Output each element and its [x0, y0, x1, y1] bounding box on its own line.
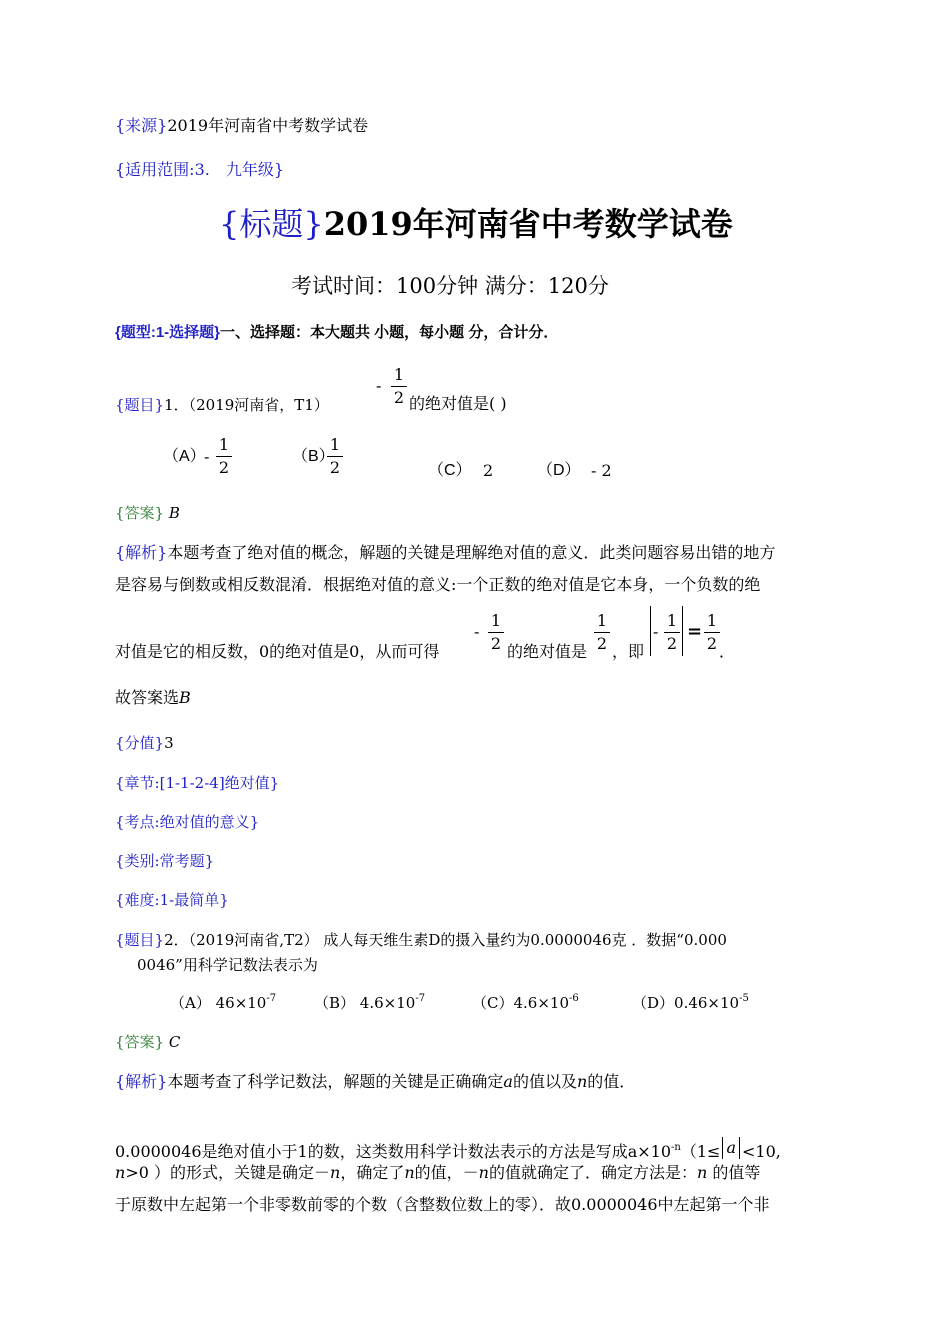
q1-analysis-text-1: 本题考查了绝对值的概念，解题的关键是理解绝对值的意义．此类问题容易出错的地方: [167, 543, 776, 562]
q2-option-c: [472, 993, 579, 1013]
source-line: [115, 116, 368, 136]
q2-analysis-text-2: 的值以及: [512, 1072, 577, 1091]
q2-p1-text-c: <10,: [741, 1142, 781, 1161]
q1-tail: 的绝对值是( ): [409, 394, 507, 413]
frac-num: 1: [706, 611, 718, 630]
q1-answer-value: B: [168, 504, 180, 522]
q1-score-value: 3: [164, 734, 174, 752]
q1-option-b-num: 1: [329, 435, 341, 454]
q1-score: [115, 733, 174, 753]
q2-analysis-para-line-3: 于原数中左起第一个非零数前零的个数（含整数位数上的零）．故0.0000046中左起第一个非: [115, 1195, 770, 1214]
var-n: n: [576, 1072, 588, 1091]
q2-stem-text-1: 2．（2019河南省,T2） 成人每天维生素D的摄入量约为0.0000046克 ．数据“0.000: [164, 931, 727, 949]
q1-analysis-fraction-2: [594, 611, 610, 654]
q1-option-a-fraction: [216, 435, 232, 478]
q1-knowledge-point: {考点:绝对值的意义}: [115, 813, 260, 831]
q1-option-c-label: （C）: [428, 462, 472, 479]
q1-lead: 1．（2019河南省，T1）: [164, 396, 329, 414]
source-text: 2019年河南省中考数学试卷: [167, 116, 369, 135]
fraction-bar: [664, 632, 680, 633]
q1-analysis-line-3b: 的绝对值是: [507, 642, 588, 661]
scope-line: {适用范围:3. 九年级}: [115, 160, 285, 179]
fraction-bar: [391, 386, 407, 387]
q1-analysis-abs-minus: -: [653, 622, 659, 641]
q1-option-a-num: 1: [218, 435, 230, 454]
title-text: 2019年河南省中考数学试卷: [323, 205, 733, 243]
q2-option-c-exp: -6: [569, 993, 579, 1004]
q1-analysis-equals: =: [687, 621, 703, 642]
fraction-bar: [704, 632, 720, 633]
var-a-abs: a: [726, 1138, 736, 1157]
var-a: a: [503, 1072, 513, 1091]
source-tag: {来源}: [115, 116, 168, 135]
q2-option-d: [632, 993, 749, 1013]
q2-p1-text-a: 0.0000046是绝对值小于1的数，这类数用科学计数法表示的方法是写成a×10: [115, 1142, 672, 1161]
q1-frac-num: 1: [393, 365, 405, 384]
section-tag: {题型:1-选择题}: [115, 324, 221, 341]
title-tag: {标题}: [219, 205, 324, 243]
q1-option-a-minus: -: [204, 447, 210, 466]
q1-answer-tag: {答案}: [115, 504, 165, 522]
q2-option-a-text: （A） 46×10: [170, 994, 267, 1012]
q1-tag: {题目}: [115, 396, 165, 414]
q2-option-d-text: （D）0.46×10: [632, 994, 740, 1012]
var-n: n: [115, 1163, 126, 1182]
q1-option-b-den: 2: [329, 458, 341, 477]
frac-num: 1: [666, 611, 678, 630]
q2-p2-text-d: 的值就确定了．确定方法是：: [488, 1163, 697, 1182]
q2-analysis-line-1: [115, 1072, 635, 1092]
q1-analysis-minus: -: [474, 622, 480, 641]
q1-analysis-fraction-4: [704, 611, 720, 654]
q1-option-a-label: （A）: [163, 448, 206, 465]
frac-den: 2: [666, 634, 678, 653]
q1-analysis-line-3c: ，即: [612, 642, 645, 661]
q2-answer-value: C: [168, 1033, 181, 1051]
q2-option-a-exp: -7: [266, 993, 277, 1004]
q2-stem-line-2: 0046”用科学记数法表示为: [137, 956, 318, 974]
frac-num: 1: [596, 611, 608, 630]
q2-p2-text-e: 的值等: [707, 1163, 761, 1182]
q2-stem-line-1: [115, 930, 727, 950]
q1-frac-den: 2: [393, 388, 405, 407]
q1-option-c-value: 2: [483, 461, 494, 480]
q2-analysis-para-line-1: [115, 1137, 781, 1162]
q2-option-b: [314, 993, 425, 1013]
q1-option-b-label: （B）: [292, 448, 335, 465]
q1-analysis-fraction-1: [488, 611, 504, 654]
q1-difficulty: {难度:1-最简单}: [115, 891, 229, 909]
q2-p1-text-b: （1≤: [680, 1142, 721, 1161]
q1-minus: -: [376, 376, 382, 395]
q1-fraction: [391, 365, 407, 408]
q2-analysis-tag: {解析}: [115, 1072, 168, 1091]
var-n: n: [478, 1163, 489, 1182]
q1-category: {类别:常考题}: [115, 852, 215, 870]
q2-p2-text-a: >0 ）的形式，关键是确定－: [125, 1163, 330, 1182]
q2-option-d-exp: -5: [739, 993, 749, 1004]
q1-analysis-line-2: 是容易与倒数或相反数混淆．根据绝对值的意义:一个正数的绝对值是它本身，一个负数的绝: [115, 575, 761, 594]
q1-stem: [115, 395, 329, 415]
q1-conclusion-value: B: [179, 688, 191, 707]
section-text: 一、选择题：本大题共 小题，每小题 分，合计分．: [220, 324, 559, 341]
q1-analysis-line-3d: ．: [719, 642, 736, 661]
q2-answer: [115, 1032, 180, 1052]
frac-den: 2: [596, 634, 608, 653]
q1-option-a-den: 2: [218, 458, 230, 477]
q1-option-d-value: - 2: [591, 461, 612, 480]
q1-chapter: {章节:[1-1-2-4]绝对值}: [115, 774, 280, 792]
q2-p2-text-b: ，确定了: [340, 1163, 405, 1182]
q1-analysis-line-3a: 对值是它的相反数，0的绝对值是0，从而可得: [115, 642, 440, 661]
exam-info: 考试时间：100分钟 满分：120分: [291, 274, 609, 298]
q1-analysis-tag: {解析}: [115, 543, 168, 562]
q2-p1-exp: -n: [671, 1142, 681, 1153]
q2-option-b-exp: -7: [415, 993, 426, 1004]
q2-analysis-text-3: 的值．: [587, 1072, 636, 1091]
q2-analysis-para-line-2: [115, 1163, 760, 1183]
q1-answer: [115, 503, 180, 523]
q1-conclusion: [115, 688, 191, 708]
q2-option-b-text: （B） 4.6×10: [314, 994, 416, 1012]
q2-answer-tag: {答案}: [115, 1033, 165, 1051]
fraction-bar: [594, 632, 610, 633]
q1-option-d-label: （D）: [537, 462, 581, 479]
q1-analysis-fraction-3: [664, 611, 680, 654]
q2-option-a: [170, 993, 276, 1013]
q1-option-b-fraction: [327, 435, 343, 478]
q2-p2-text-c: 的值，－: [414, 1163, 479, 1182]
abs-bar-left: [650, 606, 651, 656]
q1-conclusion-text: 故答案选: [115, 688, 180, 707]
abs-bar-right: [682, 606, 683, 656]
frac-num: 1: [490, 611, 502, 630]
var-n: n: [696, 1163, 708, 1182]
var-n: n: [404, 1163, 415, 1182]
frac-den: 2: [706, 634, 718, 653]
q2-tag: {题目}: [115, 931, 165, 949]
q1-score-tag: {分值}: [115, 734, 165, 752]
q2-analysis-text-1: 本题考查了科学记数法，解题的关键是正确确定: [167, 1072, 504, 1091]
fraction-bar: [488, 632, 504, 633]
q2-option-c-text: （C）4.6×10: [472, 994, 569, 1012]
section-heading: [115, 323, 558, 343]
fraction-bar: [327, 456, 343, 457]
fraction-bar: [216, 456, 232, 457]
q1-analysis-line-1: [115, 543, 775, 563]
var-n: n: [330, 1163, 341, 1182]
page-title: [219, 202, 733, 246]
frac-den: 2: [490, 634, 502, 653]
